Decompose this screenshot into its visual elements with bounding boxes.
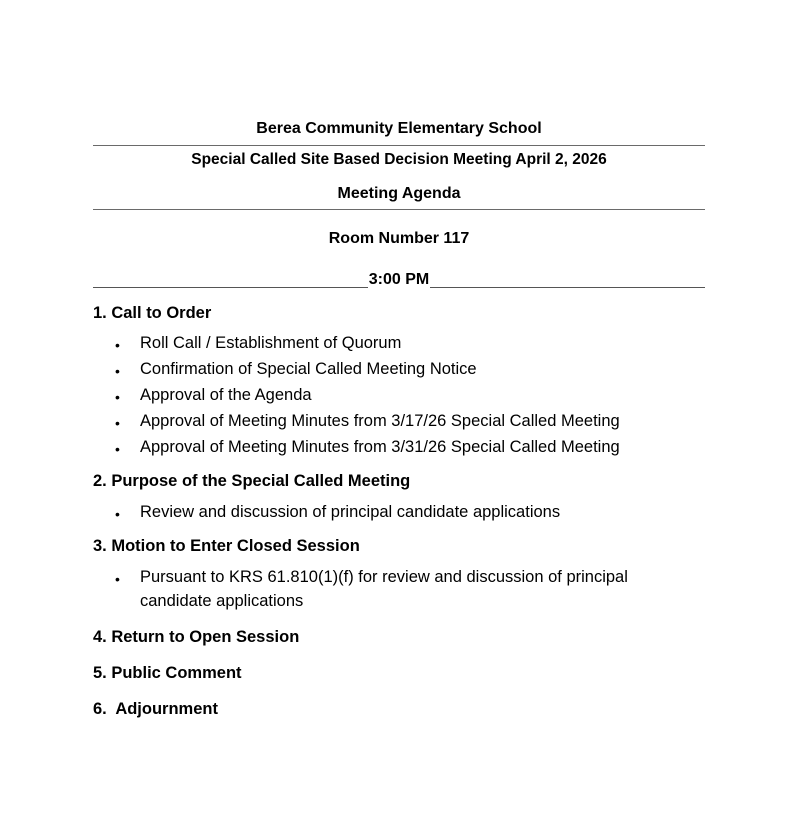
meeting-time-row	[93, 268, 705, 288]
agenda-item	[115, 383, 312, 408]
agenda-item	[115, 500, 560, 525]
agenda-title: Meeting Agenda	[337, 185, 461, 202]
agenda-item	[115, 565, 640, 613]
agenda-section-public-comment: 5. Public Comment	[93, 664, 242, 682]
bullet-icon: •	[115, 337, 120, 353]
room-number: Room Number 117	[328, 230, 470, 247]
bullet-icon: •	[115, 363, 120, 379]
bullet-icon: •	[115, 506, 120, 522]
header-divider	[93, 209, 705, 210]
agenda-item-text: Approval of the Agenda	[140, 386, 312, 404]
agenda-section-open-session: 4. Return to Open Session	[93, 628, 300, 646]
meeting-title: Special Called Site Based Decision Meeting April 2, 2026	[191, 151, 607, 168]
agenda-item-text: Approval of Meeting Minutes from 3/31/26 Special Called Meeting	[140, 438, 620, 456]
agenda-item	[115, 435, 620, 460]
school-name: Berea Community Elementary School	[256, 120, 542, 137]
agenda-item-text: Pursuant to KRS 61.810(1)(f) for review and discussion of principal candidate applications	[140, 568, 628, 610]
time-divider-left	[93, 275, 368, 288]
agenda-item	[115, 357, 477, 382]
bullet-icon: •	[115, 571, 120, 587]
header-divider	[93, 145, 705, 146]
agenda-item	[115, 331, 401, 356]
agenda-section-purpose: 2. Purpose of the Special Called Meeting	[93, 472, 411, 490]
bullet-icon: •	[115, 441, 120, 457]
bullet-icon: •	[115, 415, 120, 431]
agenda-section-adjournment: 6. Adjournment	[93, 700, 218, 718]
agenda-section-closed-session: 3. Motion to Enter Closed Session	[93, 537, 360, 555]
agenda-item-text: Confirmation of Special Called Meeting Notice	[140, 360, 477, 378]
agenda-item-text: Review and discussion of principal candidate applications	[140, 503, 561, 521]
bullet-icon: •	[115, 389, 120, 405]
meeting-time: 3:00 PM	[368, 271, 430, 288]
agenda-item-text: Roll Call / Establishment of Quorum	[140, 334, 402, 352]
agenda-section-call-to-order: 1. Call to Order	[93, 304, 212, 322]
time-divider-right	[430, 275, 705, 288]
agenda-item-text: Approval of Meeting Minutes from 3/17/26 Special Called Meeting	[140, 412, 620, 430]
agenda-item	[115, 409, 620, 434]
